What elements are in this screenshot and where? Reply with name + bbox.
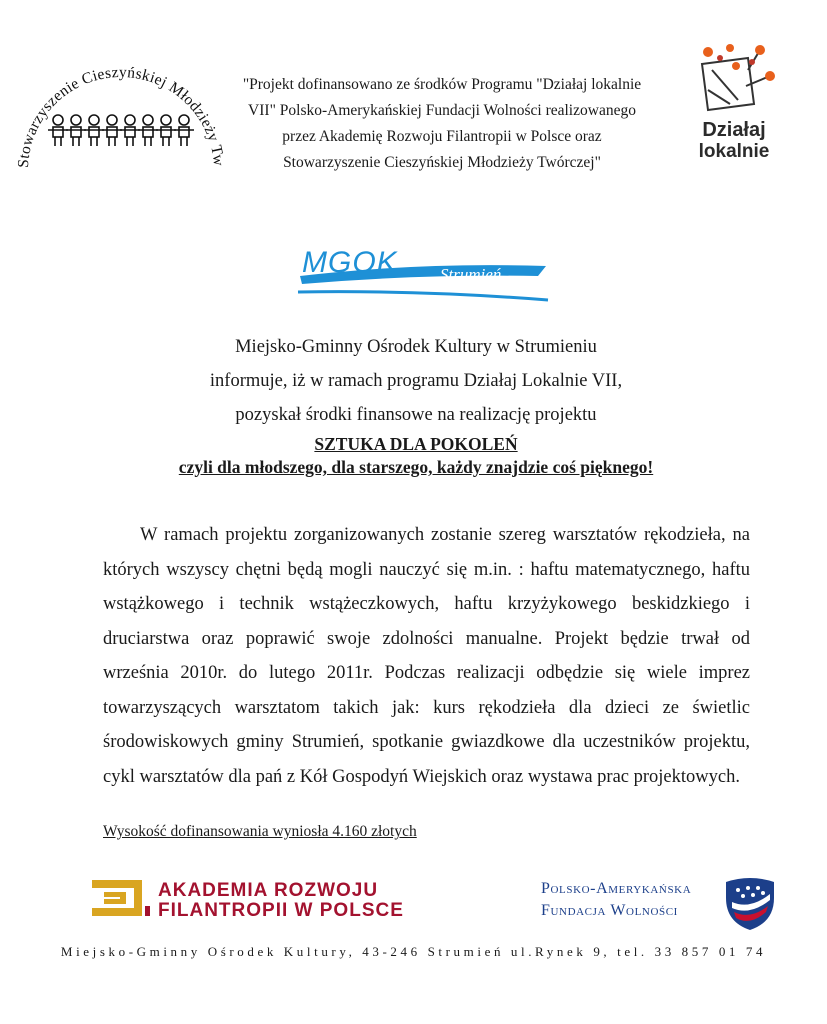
- pafw-line1: Polsko-Amerykańska: [541, 880, 692, 897]
- dzialaj-logo-line2: lokalnie: [698, 141, 770, 162]
- dzialaj-logo-line1: Działaj: [702, 119, 766, 141]
- project-title: SZTUKA DLA POKOLEŃ: [314, 434, 518, 454]
- project-description: W ramach projektu zorganizowanych zostanie szereg warsztatów rękodzieła, na których wszyscy chętni będą mogli nauczyć się m.in. : haftu matematycznego, haftu wstążkowego i technik wstążeczkowych, haftu krzyżykowego beskidzkiego i druciarstwa oraz poprawić swoje zdolności manualne. Projekt będzie trwał od września 2010r. do lutego 2011r. Podczas realizacji odbędzie się wiele imprez towarzyszących warsztatom takich jak: kurs rękodzieła dla dzieci ze świetlic środowiskowych gminy Strumień, spotkanie gwiazdkowe dla uczestników projektu, cykl warsztatów dla pań z Kół Gospodyń Wiejskich oraz wystawa prac projektowych.: [103, 525, 750, 787]
- dzialaj-lokalnie-logo: [690, 40, 778, 165]
- cofinancing-note-line: VII" Polsko-Amerykańskiej Fundacji Wolności realizowanego: [248, 102, 636, 119]
- pafw-emblem-icon: [722, 876, 778, 932]
- mgok-logo: [290, 232, 550, 310]
- dzialaj-lokalnie-graphic: [690, 40, 778, 165]
- arf-logo-graphic: [92, 876, 462, 922]
- pafw-emblem-graphic: [722, 876, 778, 932]
- mgok-logo-graphic: [290, 232, 550, 310]
- cofinancing-note: [222, 72, 662, 176]
- arf-logo: [92, 876, 462, 922]
- project-subtitle: czyli dla młodszego, dla starszego, każdy znajdzie coś pięknego!: [178, 457, 654, 477]
- arf-logo-line2: FILANTROPII W POLSCE: [158, 900, 404, 921]
- cofinancing-note-line: Stowarzyszenie Cieszyńskiej Młodzieży Twórczej": [283, 154, 601, 171]
- announcement-line: Miejsko-Gminny Ośrodek Kultury w Strumieniu: [235, 337, 597, 357]
- funding-amount: Wysokość dofinansowania wyniosła 4.160 złotych: [103, 823, 417, 840]
- association-logo-graphic: [14, 40, 224, 180]
- contact-address: Miejsko-Gminny Ośrodek Kultury, 43-246 Strumień ul.Rynek 9, tel. 33 857 01 74: [60, 944, 767, 959]
- announcement-line: pozyskał środki finansowe na realizację projektu: [235, 405, 597, 425]
- cofinancing-note-line: przez Akademię Rozwoju Filantropii w Polsce oraz: [282, 128, 602, 145]
- svg-text:Stowarzyszenie Cieszyńskiej Mł: [14, 40, 224, 168]
- association-logo: [14, 40, 224, 180]
- announcement-line: informuje, iż w ramach programu Działaj Lokalnie VII,: [209, 371, 623, 391]
- association-logo-text: Stowarzyszenie Cieszyńskiej Młodzieży T: [14, 63, 224, 169]
- cofinancing-note-line: "Projekt dofinansowano ze środków Programu "Działaj lokalnie: [242, 76, 642, 93]
- mgok-logo-script-text: Strumień: [440, 265, 502, 284]
- announcement: [100, 330, 732, 432]
- mgok-logo-main-text: MGOK: [302, 246, 398, 279]
- pafw-name: [541, 878, 716, 922]
- arf-logo-line1: AKADEMIA ROZWOJU: [158, 880, 379, 901]
- pafw-line2: Fundacja Wolności: [541, 902, 678, 919]
